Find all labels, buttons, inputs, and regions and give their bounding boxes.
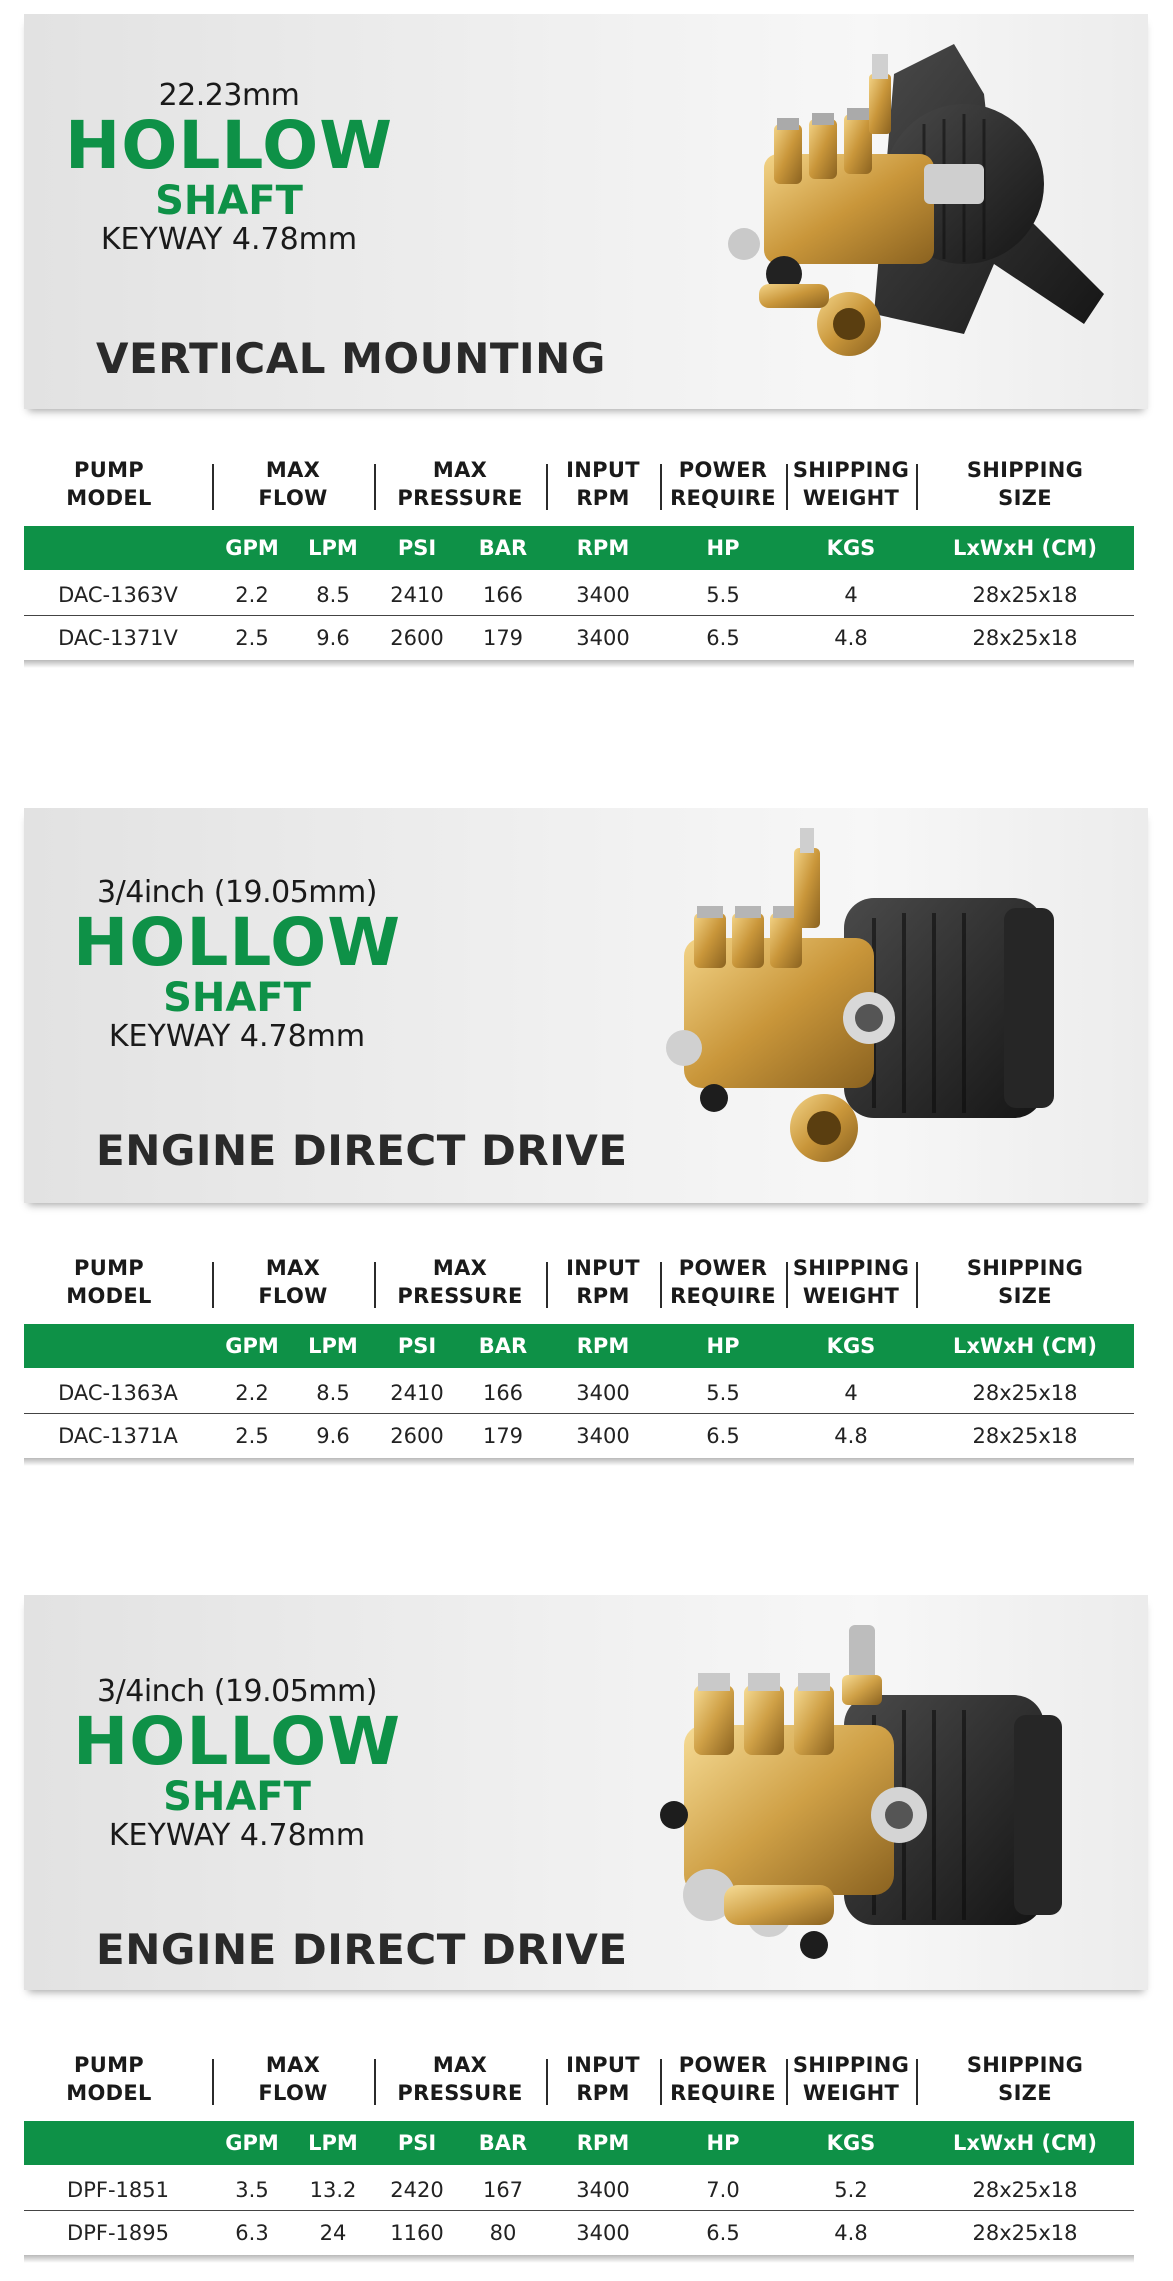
cell-size: 28x25x18 [972, 2221, 1078, 2245]
unit-hp: HP [706, 1334, 740, 1358]
cell-kgs: 4.8 [834, 2221, 868, 2245]
table-row [24, 1415, 1134, 1457]
header-power: POWER REQUIRE [670, 458, 776, 510]
unit-kgs: KGS [826, 2131, 876, 2155]
header-input-rpm: INPUT RPM [566, 1256, 640, 1308]
cell-psi: 2600 [390, 1424, 444, 1448]
header-max-flow: MAX FLOW [258, 458, 328, 510]
cell-bar: 167 [482, 2178, 524, 2202]
header-input-rpm: INPUT RPM [566, 2053, 640, 2105]
cell-gpm: 2.2 [235, 1381, 269, 1405]
mounting-type: ENGINE DIRECT DRIVE [96, 1925, 628, 1974]
cell-lpm: 9.6 [316, 1424, 350, 1448]
cell-model: DPF-1851 [67, 2178, 169, 2202]
cell-model: DAC-1371V [58, 626, 178, 650]
cell-lpm: 13.2 [309, 2178, 357, 2202]
cell-rpm: 3400 [576, 1381, 630, 1405]
cell-kgs: 4 [844, 583, 858, 607]
unit-row [24, 2121, 1134, 2165]
unit-row [24, 1324, 1134, 1368]
unit-rpm: RPM [576, 2131, 630, 2155]
shaft-size: 3/4inch (19.05mm) [97, 1674, 377, 1709]
cell-hp: 6.5 [706, 1424, 740, 1448]
unit-bar: BAR [478, 1334, 528, 1358]
mounting-type: ENGINE DIRECT DRIVE [96, 1126, 628, 1175]
table-shadow [24, 1458, 1134, 1466]
unit-gpm: GPM [225, 536, 279, 560]
table-row [24, 617, 1134, 659]
unit-bar: BAR [478, 2131, 528, 2155]
unit-row [24, 526, 1134, 570]
table-row [24, 2169, 1134, 2211]
table-shadow [24, 2255, 1134, 2263]
cell-hp: 5.5 [706, 1381, 740, 1405]
header-max-pressure: MAX PRESSURE [397, 2053, 523, 2105]
cell-kgs: 4.8 [834, 626, 868, 650]
keyway-label: KEYWAY 4.78mm [108, 1818, 366, 1853]
cell-model: DAC-1363A [58, 1381, 178, 1405]
table-header [24, 1248, 1134, 1318]
shaft-title: SHAFT [155, 178, 303, 224]
cell-bar: 80 [489, 2221, 517, 2245]
header-max-pressure: MAX PRESSURE [397, 1256, 523, 1308]
cell-kgs: 4.8 [834, 1424, 868, 1448]
unit-psi: PSI [397, 2131, 437, 2155]
shaft-size: 22.23mm [158, 78, 300, 113]
header-power: POWER REQUIRE [670, 1256, 776, 1308]
table-header [24, 2045, 1134, 2115]
cell-gpm: 2.5 [235, 626, 269, 650]
cell-lpm: 8.5 [316, 583, 350, 607]
product-banner [24, 14, 1148, 409]
product-banner [24, 808, 1148, 1203]
cell-model: DAC-1371A [58, 1424, 178, 1448]
header-max-flow: MAX FLOW [258, 1256, 328, 1308]
cell-model: DAC-1363V [58, 583, 178, 607]
header-input-rpm: INPUT RPM [566, 458, 640, 510]
table-row [24, 1372, 1134, 1414]
table-header [24, 450, 1134, 520]
cell-bar: 166 [482, 1381, 524, 1405]
unit-psi: PSI [397, 1334, 437, 1358]
cell-bar: 179 [482, 1424, 524, 1448]
cell-rpm: 3400 [576, 2221, 630, 2245]
unit-rpm: RPM [576, 536, 630, 560]
keyway-label: KEYWAY 4.78mm [100, 222, 358, 257]
unit-lpm: LPM [308, 536, 358, 560]
unit-gpm: GPM [225, 2131, 279, 2155]
table-row [24, 574, 1134, 616]
shaft-spec [64, 79, 394, 257]
header-weight: SHIPPING WEIGHT [792, 458, 910, 510]
unit-lpm: LPM [308, 2131, 358, 2155]
shaft-title: SHAFT [163, 975, 311, 1021]
header-power: POWER REQUIRE [670, 2053, 776, 2105]
cell-bar: 179 [482, 626, 524, 650]
header-pump-model: PUMP MODEL [66, 2053, 152, 2105]
header-weight: SHIPPING WEIGHT [792, 1256, 910, 1308]
unit-size: LxWxH (CM) [952, 536, 1098, 560]
unit-hp: HP [706, 536, 740, 560]
header-max-flow: MAX FLOW [258, 2053, 328, 2105]
header-size: SHIPPING SIZE [966, 1256, 1084, 1308]
engine-drive-pump-image [624, 818, 1064, 1198]
engine-drive-pump-image-alt [614, 1615, 1074, 1985]
cell-rpm: 3400 [576, 626, 630, 650]
shaft-spec [72, 1675, 402, 1853]
shaft-size: 3/4inch (19.05mm) [97, 875, 377, 910]
unit-lpm: LPM [308, 1334, 358, 1358]
cell-psi: 2410 [390, 1381, 444, 1405]
header-pump-model: PUMP MODEL [66, 458, 152, 510]
hollow-title: HOLLOW [64, 107, 393, 184]
mounting-type: VERTICAL MOUNTING [96, 334, 606, 383]
cell-size: 28x25x18 [972, 1424, 1078, 1448]
cell-kgs: 5.2 [834, 2178, 868, 2202]
shaft-spec [72, 876, 402, 1054]
unit-size: LxWxH (CM) [952, 1334, 1098, 1358]
cell-gpm: 6.3 [235, 2221, 269, 2245]
cell-rpm: 3400 [576, 583, 630, 607]
cell-size: 28x25x18 [972, 626, 1078, 650]
cell-psi: 2410 [390, 583, 444, 607]
cell-hp: 6.5 [706, 2221, 740, 2245]
shaft-title: SHAFT [163, 1774, 311, 1820]
cell-gpm: 2.5 [235, 1424, 269, 1448]
header-size: SHIPPING SIZE [966, 458, 1084, 510]
unit-rpm: RPM [576, 1334, 630, 1358]
hollow-title: HOLLOW [72, 1703, 401, 1780]
vertical-pump-image [664, 34, 1134, 404]
unit-kgs: KGS [826, 1334, 876, 1358]
cell-lpm: 24 [319, 2221, 347, 2245]
header-size: SHIPPING SIZE [966, 2053, 1084, 2105]
cell-rpm: 3400 [576, 2178, 630, 2202]
header-weight: SHIPPING WEIGHT [792, 2053, 910, 2105]
header-max-pressure: MAX PRESSURE [397, 458, 523, 510]
cell-hp: 5.5 [706, 583, 740, 607]
unit-bar: BAR [478, 536, 528, 560]
cell-psi: 2600 [390, 626, 444, 650]
cell-psi: 2420 [390, 2178, 444, 2202]
keyway-label: KEYWAY 4.78mm [108, 1019, 366, 1054]
unit-size: LxWxH (CM) [952, 2131, 1098, 2155]
header-pump-model: PUMP MODEL [66, 1256, 152, 1308]
unit-kgs: KGS [826, 536, 876, 560]
cell-hp: 6.5 [706, 626, 740, 650]
cell-rpm: 3400 [576, 1424, 630, 1448]
cell-lpm: 9.6 [316, 626, 350, 650]
cell-kgs: 4 [844, 1381, 858, 1405]
unit-psi: PSI [397, 536, 437, 560]
cell-lpm: 8.5 [316, 1381, 350, 1405]
product-banner [24, 1595, 1148, 1990]
cell-gpm: 3.5 [235, 2178, 269, 2202]
cell-bar: 166 [482, 583, 524, 607]
unit-hp: HP [706, 2131, 740, 2155]
cell-gpm: 2.2 [235, 583, 269, 607]
table-shadow [24, 660, 1134, 668]
hollow-title: HOLLOW [72, 904, 401, 981]
cell-psi: 1160 [390, 2221, 444, 2245]
unit-gpm: GPM [225, 1334, 279, 1358]
cell-size: 28x25x18 [972, 2178, 1078, 2202]
cell-model: DPF-1895 [67, 2221, 169, 2245]
cell-size: 28x25x18 [972, 1381, 1078, 1405]
cell-size: 28x25x18 [972, 583, 1078, 607]
table-row [24, 2212, 1134, 2254]
cell-hp: 7.0 [706, 2178, 740, 2202]
